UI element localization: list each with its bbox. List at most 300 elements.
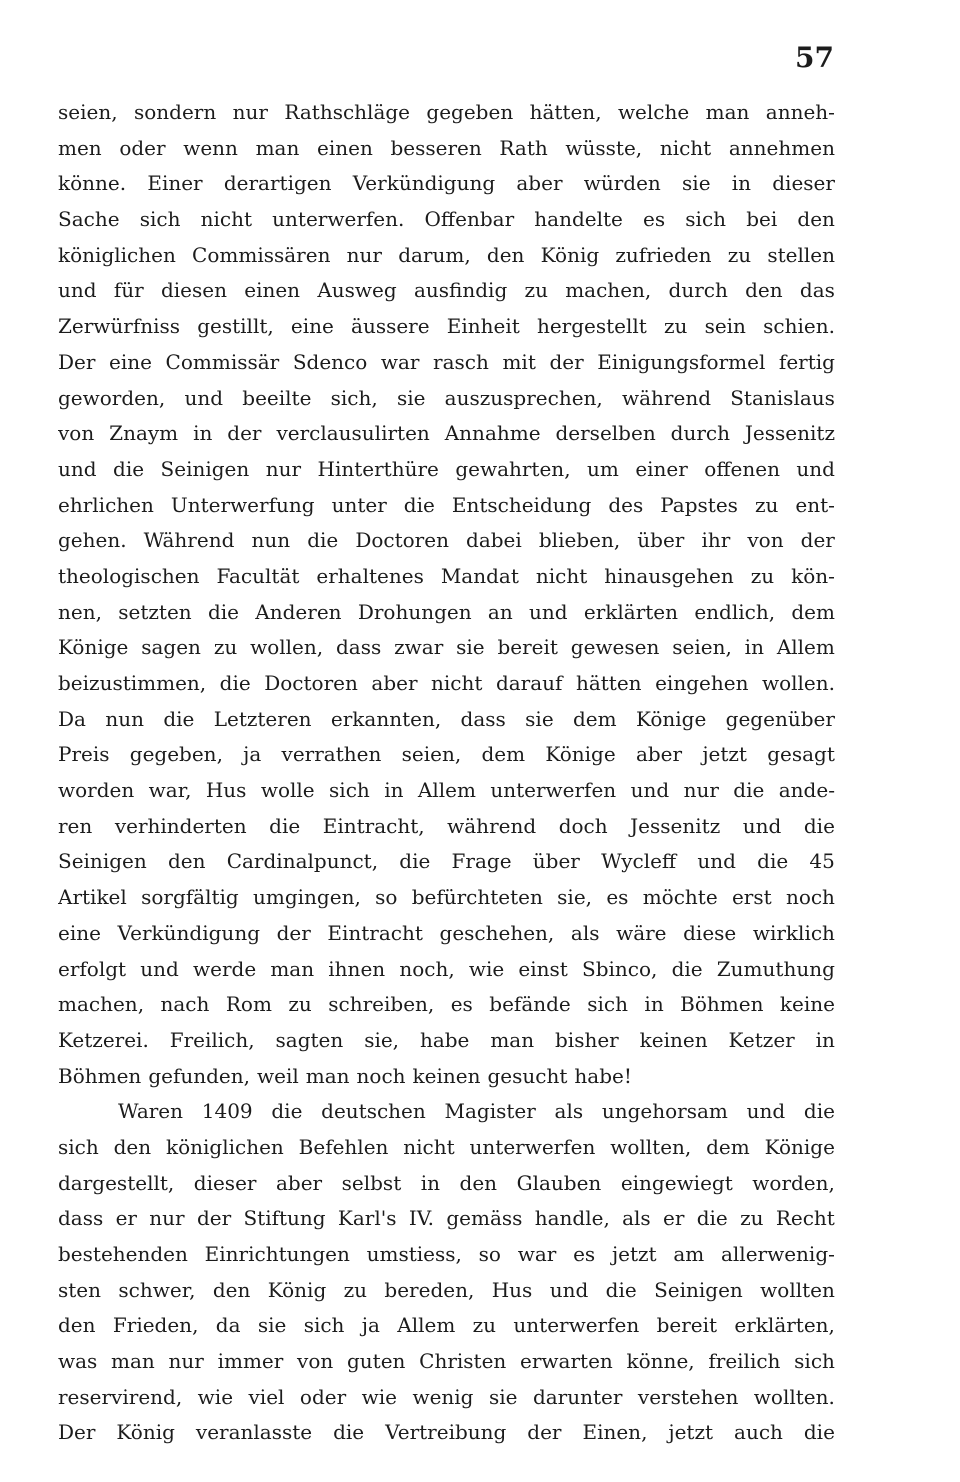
word: ungehorsam [601, 1099, 728, 1124]
word: Einigungsformel [597, 349, 766, 374]
page-number: 57 [795, 41, 834, 74]
text-line [58, 273, 835, 309]
word: unterwerfen [513, 1313, 640, 1338]
word: sie [396, 385, 426, 410]
word: fertig [778, 349, 835, 374]
word: aber [371, 671, 418, 695]
word: guten [346, 1349, 406, 1374]
word: dieser [772, 171, 835, 196]
word: man [111, 1349, 155, 1374]
word: sein [704, 314, 746, 339]
word: sie, [557, 885, 593, 910]
word: die [733, 778, 765, 803]
word: die [307, 528, 339, 553]
text-line [58, 381, 835, 417]
word: jetzt [702, 742, 747, 767]
word: eine [290, 314, 334, 339]
text-line [58, 880, 835, 916]
word: nun [251, 528, 291, 553]
word: beeilte [242, 385, 312, 410]
word: Offenbar [424, 207, 515, 232]
word: es [643, 207, 666, 232]
word: zufrieden [615, 242, 712, 267]
word: freilich [708, 1349, 781, 1374]
text-line [58, 131, 835, 167]
word: gemäss [446, 1206, 523, 1231]
word: sagten [275, 1027, 344, 1052]
word: Rath [499, 135, 548, 160]
word: zu [213, 635, 238, 660]
word: Magister [444, 1099, 536, 1124]
word: erfolgt [58, 956, 127, 981]
word: Hus [205, 778, 247, 803]
word: die [113, 456, 145, 481]
word: Frage [451, 849, 512, 874]
word: zu [754, 492, 779, 517]
word: gesagt [767, 742, 835, 767]
word: Einrichtungen [204, 1242, 350, 1266]
word: und [140, 956, 179, 981]
word: wenn [183, 135, 238, 160]
text-line [58, 202, 835, 238]
word: den [212, 1277, 251, 1302]
word: sorgfältig [141, 885, 239, 910]
word: die [333, 1420, 365, 1445]
word: diese [683, 920, 737, 945]
word: zu [727, 242, 752, 267]
word: Seinigen [654, 1277, 743, 1302]
word: Könige [635, 706, 707, 731]
text-line [58, 702, 835, 738]
text-line [58, 1273, 835, 1309]
text-line [58, 844, 835, 880]
word: erklärten [583, 599, 679, 624]
word: König [540, 242, 600, 267]
word: und [58, 278, 97, 303]
word: geworden, [58, 385, 166, 410]
word: befürchteten [411, 885, 543, 910]
word: Allem [417, 778, 476, 803]
text-line [58, 95, 835, 131]
word: und [742, 813, 782, 838]
word: die [219, 671, 251, 695]
word: von [747, 528, 784, 553]
word: Sache [58, 207, 120, 232]
word: war [517, 1242, 557, 1266]
word: handelte [534, 207, 623, 232]
word: sich [587, 992, 628, 1017]
word: Einen, [582, 1420, 648, 1445]
word: bisher [555, 1027, 619, 1052]
word: gewesen [570, 635, 660, 660]
word: zu [288, 992, 312, 1017]
word: Cardinalpunct, [226, 849, 379, 874]
word: besseren [390, 135, 482, 160]
word: Christen [419, 1349, 507, 1374]
word: einen [317, 135, 373, 160]
word: zu [663, 314, 688, 339]
word: verstehen [637, 1384, 739, 1409]
word: Recht [775, 1206, 835, 1231]
word: darauf [495, 671, 563, 695]
word: die [696, 1206, 728, 1231]
word: den [486, 242, 525, 267]
word: bereit [656, 1313, 718, 1338]
word: in [815, 1027, 835, 1052]
word: Jessenitz [744, 421, 835, 446]
word: Der [58, 1420, 96, 1445]
word: veranlasste [195, 1420, 313, 1445]
word: nun [105, 706, 144, 731]
word: deutschen [321, 1099, 426, 1124]
word: befände [489, 992, 571, 1017]
word: für [113, 278, 144, 303]
word: seien, [672, 635, 732, 660]
word: sie [257, 1313, 287, 1338]
word: in [384, 778, 404, 803]
word: blieben, [538, 528, 621, 553]
word: während [447, 813, 537, 838]
word: derselben [555, 421, 656, 446]
word: dem [791, 599, 835, 624]
word: durch [670, 421, 730, 446]
word: Böhmen [680, 992, 764, 1017]
text-line [58, 952, 835, 988]
word: man [255, 135, 300, 160]
word: Stanislaus [730, 385, 835, 410]
word: über [637, 528, 685, 553]
text-line [58, 345, 835, 381]
word: königlichen [58, 242, 176, 267]
word: die [271, 1099, 303, 1124]
word: Sbinco, [582, 956, 658, 981]
word: der [227, 421, 262, 446]
word: ren [58, 813, 93, 838]
word: dabei [466, 528, 522, 553]
word: Unterwerfung [170, 492, 315, 517]
word: zu [524, 278, 548, 303]
word: König [116, 1420, 175, 1445]
word: nicht [403, 1134, 455, 1159]
text-line [58, 309, 835, 345]
word: nicht [535, 563, 588, 588]
word: noch, [399, 956, 455, 981]
word: immer [217, 1349, 284, 1374]
word: jetzt [611, 1242, 657, 1266]
word: dass [58, 1206, 104, 1231]
word: geschehen, [439, 920, 555, 945]
word: über [532, 849, 580, 874]
word: und [529, 599, 568, 624]
word: ja [243, 742, 262, 767]
word: aber [516, 171, 563, 196]
word: Annahme [444, 421, 541, 446]
word: Seinigen [160, 456, 250, 481]
word: würden [583, 171, 661, 196]
word: gehen. [58, 528, 127, 553]
text-line [58, 416, 835, 452]
word: ihnen [328, 956, 386, 981]
text-line [58, 773, 835, 809]
word: seien, [58, 100, 118, 124]
text-line [58, 1308, 835, 1344]
text-line [58, 916, 835, 952]
word: und [796, 456, 835, 481]
word: Befehlen [298, 1134, 389, 1159]
word: Allem [397, 1313, 456, 1338]
word: sondern [133, 100, 217, 124]
word: zwar [394, 635, 444, 660]
word: man [490, 1027, 535, 1052]
word: zu [740, 1206, 764, 1231]
word: den [58, 1313, 96, 1338]
word: gestillt, [197, 314, 274, 339]
word: Artikel [58, 885, 127, 910]
word: diesen [160, 278, 227, 303]
word: Wycleff [601, 849, 677, 874]
word: Znaym [109, 421, 179, 446]
word: dem [481, 742, 526, 767]
word: gesucht [487, 1063, 568, 1088]
text-line [58, 559, 835, 595]
word: und [697, 849, 736, 874]
word: kön- [791, 563, 835, 588]
word: Papstes [660, 492, 738, 517]
text-line [58, 1237, 835, 1273]
word: ja [361, 1313, 380, 1338]
word: noch [356, 1063, 406, 1088]
word: wollen. [761, 671, 835, 695]
word: man [305, 1063, 350, 1088]
word: unter [331, 492, 387, 517]
word: men [58, 135, 102, 160]
word: verclausulirten [276, 421, 430, 446]
word: verrathen [281, 742, 382, 767]
word: sie [488, 1384, 518, 1409]
word: was [58, 1349, 98, 1374]
word: machen, [565, 278, 652, 303]
text-line [58, 1094, 835, 1130]
word: erst [731, 885, 772, 910]
word: Facultät [216, 563, 300, 588]
word: Preis [58, 742, 110, 767]
word: gegeben, [129, 742, 223, 767]
word: die [757, 849, 789, 874]
word: Letzteren [213, 706, 312, 731]
word: es [573, 1242, 596, 1266]
word: eine [109, 349, 152, 374]
word: offenen [704, 456, 780, 481]
word: nach [160, 992, 210, 1017]
word: Frieden, [112, 1313, 199, 1338]
word: doch [558, 813, 608, 838]
word: an [487, 599, 513, 624]
word: der [276, 920, 311, 945]
text-line [58, 1201, 835, 1237]
text-line [58, 488, 835, 524]
word: auszusprechen, [444, 385, 603, 410]
word: ande- [778, 778, 835, 803]
word: das [799, 278, 835, 303]
word: so [478, 1242, 501, 1266]
word: seien, [401, 742, 462, 767]
word: erwarten [520, 1349, 613, 1374]
word: von [58, 421, 95, 446]
word: Da [58, 706, 86, 731]
word: Verkündigung [117, 920, 260, 945]
word: sten [58, 1277, 102, 1302]
word: aber [275, 1170, 323, 1195]
word: keinen [639, 1027, 708, 1052]
word: den [797, 207, 835, 232]
word: habe [419, 1027, 470, 1052]
word: mit [502, 349, 536, 374]
word: hergestellt [536, 314, 647, 339]
word: in [644, 992, 664, 1017]
word: um [587, 456, 619, 481]
word: selbst [341, 1170, 402, 1195]
word: allerwenig- [720, 1242, 835, 1266]
word: handle, [534, 1206, 610, 1231]
word: Ausweg [317, 278, 397, 303]
text-line [58, 1130, 835, 1166]
word: nur [683, 778, 719, 803]
word: welche [617, 100, 690, 124]
word: Doctoren [355, 528, 449, 553]
text-line [58, 595, 835, 631]
word: Während [143, 528, 235, 553]
word: Freilich, [169, 1027, 255, 1052]
word: beizustimmen, [58, 671, 207, 695]
word: eingewiegt [620, 1170, 733, 1195]
word: Allem [776, 635, 835, 660]
word: wollten, [610, 1134, 692, 1159]
word: und [58, 456, 97, 481]
word: wenig [412, 1384, 474, 1409]
word: nicht [200, 207, 253, 232]
text-line [58, 166, 835, 202]
word: erkannten, [330, 706, 442, 731]
word: Seinigen [58, 849, 147, 874]
word: die [399, 849, 431, 874]
text-line [58, 1415, 835, 1451]
word: Zumuthung [716, 956, 835, 981]
word: Anderen [255, 599, 342, 624]
word: dem [573, 706, 617, 731]
word: hätten, [529, 100, 602, 124]
word: einer [635, 456, 688, 481]
word: unterwerfen [490, 778, 617, 803]
word: da [215, 1313, 241, 1338]
text-line [58, 809, 835, 845]
word: sich [794, 1349, 835, 1374]
word: so [375, 885, 398, 910]
word: schwer, [118, 1277, 196, 1302]
word: sich [58, 1134, 99, 1159]
word: noch [785, 885, 835, 910]
word: Einer [147, 171, 203, 196]
word: reservirend, [58, 1384, 183, 1409]
word: Doctoren [264, 671, 358, 695]
word: wie [197, 1384, 234, 1409]
word: auch [734, 1420, 783, 1445]
word: Hinterthüre [317, 456, 439, 481]
word: machen, [58, 992, 145, 1017]
word: in [731, 171, 752, 196]
word: die [671, 956, 703, 981]
word: ent- [795, 492, 835, 517]
word: unterwerfen [469, 1134, 596, 1159]
word: Einheit [446, 314, 520, 339]
word: anneh- [765, 100, 835, 124]
word: verhinderten [114, 813, 247, 838]
word: bei [746, 207, 778, 232]
word: IV. [408, 1206, 435, 1231]
word: man [705, 100, 750, 124]
word: und [184, 385, 224, 410]
word: sie [456, 635, 485, 660]
word: nur [232, 100, 268, 124]
word: derartigen [223, 171, 332, 196]
word: 1409 [201, 1099, 253, 1124]
word: hätten [575, 671, 642, 695]
text-line [58, 737, 835, 773]
word: den [745, 278, 783, 303]
word: sich, [330, 385, 378, 410]
word: dargestellt, [58, 1170, 175, 1195]
word: dieser [193, 1170, 257, 1195]
body-text [58, 95, 835, 1451]
word: weil [257, 1063, 299, 1088]
word: ehrlichen [58, 492, 154, 517]
text-line [58, 238, 835, 274]
word: die [803, 1099, 835, 1124]
word: am [673, 1242, 705, 1266]
word: aber [635, 742, 683, 767]
word: durch [668, 278, 728, 303]
text-line [58, 452, 835, 488]
word: sie [682, 171, 711, 196]
text-line [58, 1344, 835, 1380]
word: die [269, 813, 301, 838]
word: die [605, 1277, 637, 1302]
word: wolle [260, 778, 315, 803]
word: werde [193, 956, 257, 981]
word: bereit [497, 635, 558, 660]
text-line [58, 987, 835, 1023]
word: der [800, 528, 835, 553]
word: Zerwürfniss [58, 314, 181, 339]
word: Waren [118, 1099, 184, 1124]
word: sich [685, 207, 727, 232]
word: keinen [412, 1063, 481, 1088]
word: dem [706, 1134, 750, 1159]
word: wie [361, 1384, 397, 1409]
word: die [403, 492, 435, 517]
word: 45 [809, 849, 835, 874]
word: wie [468, 956, 505, 981]
word: es [606, 885, 629, 910]
word: dass [335, 635, 382, 660]
word: nicht [431, 671, 483, 695]
word: und [746, 1099, 786, 1124]
word: oder [299, 1384, 347, 1409]
word: Stiftung [243, 1206, 326, 1231]
word: nur [168, 1349, 204, 1374]
text-line [58, 523, 835, 559]
word: Eintracht [327, 920, 423, 945]
text-line [58, 630, 835, 666]
